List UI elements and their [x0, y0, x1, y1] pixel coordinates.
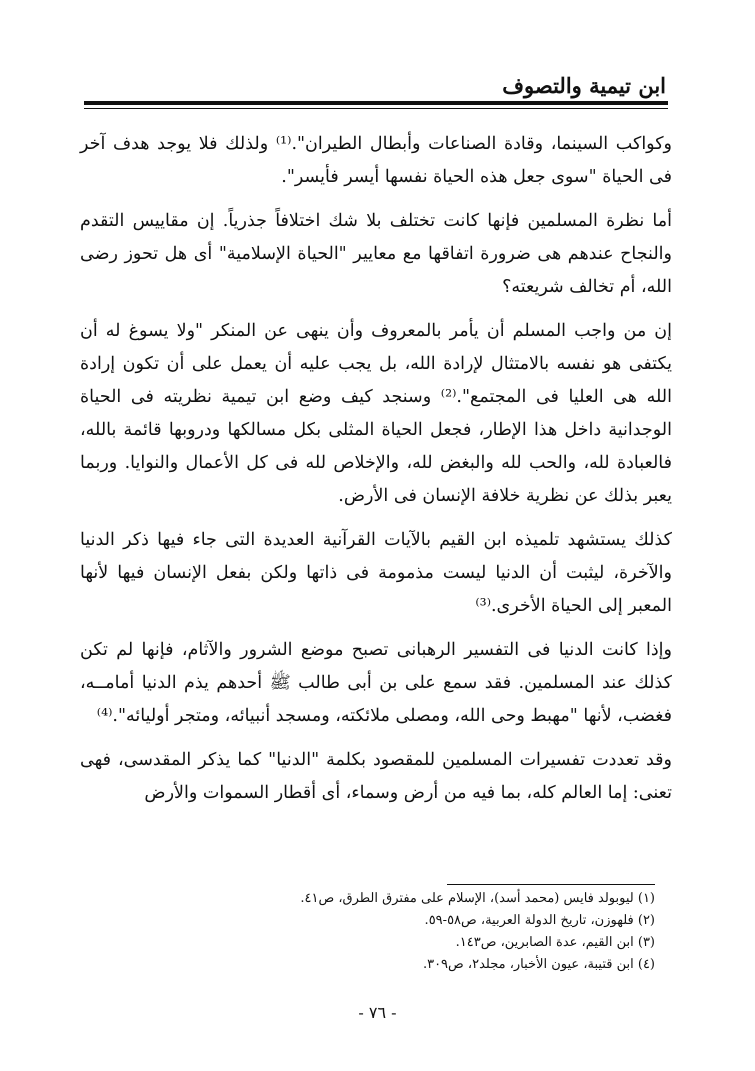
footnote-separator [447, 884, 655, 885]
footnotes [300, 888, 655, 976]
paragraph-3: إن من واجب المسلم أن يأمر بالمعروف وأن ينهى عن المنكر "ولا يسوغ له أن يكتفى هو نفسه بالامتثال لإرادة الله، بل يجب عليه أن يعمل على أن تكون إرادة الله هى العليا فى المجتمع".⁽²⁾ وسنجد كيف وضع ابن تيمية نظريته فى الحياة الوجدانية داخل هذا الإطار، فجعل الحياة المثلى بكل مسالكها ودروبها قائمة بالله، فالعبادة لله، والحب لله والبغض لله، والإخلاص لله فى كل الأعمال والنوايا. وربما يعبر بذلك عن نظرية خلافة الإنسان فى الأرض. [80, 321, 672, 506]
paragraph-5: وإذا كانت الدنيا فى التفسير الرهبانى تصبح موضع الشرور والآثام، فإنها لم تكن كذلك عند المسلمين. فقد سمع على بن أبى طالب ﷺ أحدهم يذم الدنيا أمامــه، فغضب، لأنها "مهبط وحى الله، ومصلى ملائكته، ومسجد أنبيائه، ومتجر أوليائه".⁽⁴⁾ [80, 640, 672, 726]
main-text [80, 128, 672, 810]
running-header [84, 72, 668, 109]
paragraph-1: وكواكب السينما، وقادة الصناعات وأبطال الطيران".⁽¹⁾ ولذلك فلا يوجد هدف آخر فى الحياة "سوى جعل هذه الحياة نفسها أيسر فأيسر". [80, 134, 672, 187]
footnote-3: (٣) ابن القيم، عدة الصابرين، ص١٤٣. [455, 935, 655, 950]
header-rule-thin [84, 108, 668, 109]
running-header-title: ابن تيمية والتصوف [502, 73, 666, 98]
paragraph-6: وقد تعددت تفسيرات المسلمين للمقصود بكلمة "الدنيا" كما يذكر المقدسى، فهى تعنى: إما العالم كله، بما فيه من أرض وسماء، أى أقطار السموات والأرض [80, 750, 672, 803]
page-number: - ٧٦ - [358, 1003, 397, 1022]
footnote-4: (٤) ابن قتيبة، عيون الأخبار، مجلد٢، ص٣٠٩. [422, 957, 655, 972]
footnote-1: (١) ليوبولد فايس (محمد أسد)، الإسلام على مفترق الطرق، ص٤١. [300, 891, 655, 906]
header-rule-thick [84, 101, 668, 105]
paragraph-2: أما نظرة المسلمين فإنها كانت تختلف بلا شك اختلافاً جذرياً. إن مقاييس التقدم والنجاح عندهم هى ضرورة اتفاقها مع معايير "الحياة الإسلامية" أى هل تحوز رضى الله، أم تخالف شريعته؟ [80, 211, 672, 297]
footnote-2: (٢) فلهوزن، تاريخ الدولة العربية، ص٥٨-٥٩. [424, 913, 655, 928]
paragraph-4: كذلك يستشهد تلميذه ابن القيم بالآيات القرآنية العديدة التى جاء فيها ذكر الدنيا والآخرة، ليثبت أن الدنيا ليست مذمومة فى ذاتها ولكن بفعل الإنسان فيها لأنها المعبر إلى الحياة الأخرى.⁽³⁾ [80, 530, 672, 616]
